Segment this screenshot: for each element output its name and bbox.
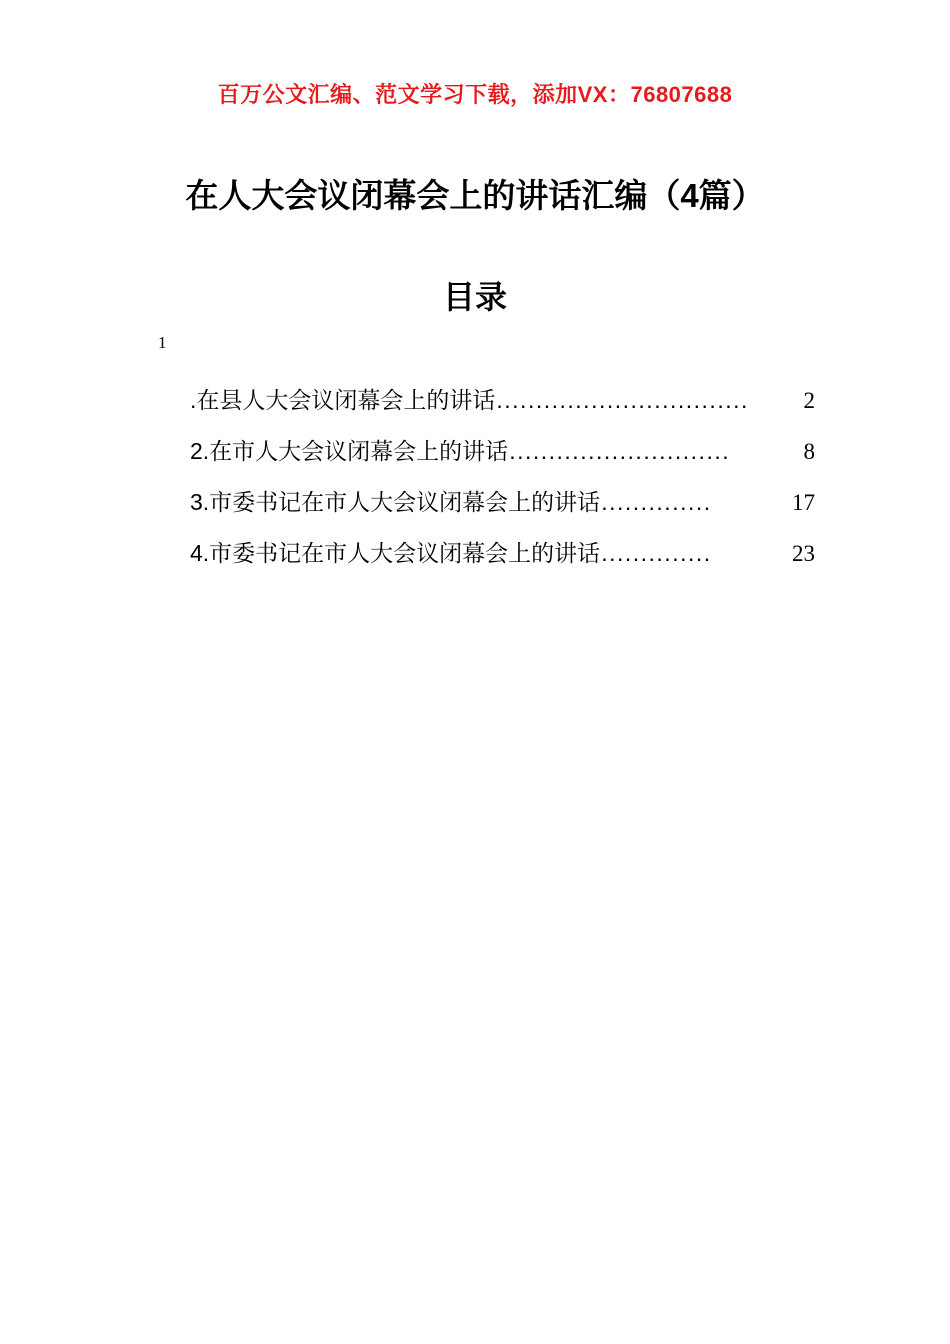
- table-of-contents-list: [190, 375, 815, 579]
- promotional-banner: 百万公文汇编、范文学习下载，添加VX：76807688: [217, 82, 733, 107]
- toc-entry-leader: ..............: [601, 489, 712, 515]
- toc-orphan-number: 1: [158, 333, 167, 352]
- toc-entry-page: 2: [803, 388, 815, 413]
- toc-entry-label: .在县人大会议闭幕会上的讲话: [190, 387, 496, 413]
- toc-entry-label: 3.市委书记在市人大会议闭幕会上的讲话: [190, 489, 601, 515]
- toc-entry[interactable]: [190, 528, 815, 579]
- toc-entry[interactable]: [190, 375, 815, 426]
- toc-entry-label: 4.市委书记在市人大会议闭幕会上的讲话: [190, 540, 601, 566]
- table-of-contents-heading: 目录: [442, 279, 507, 315]
- toc-entry[interactable]: [190, 426, 815, 477]
- toc-entry-leader: ................................: [496, 387, 749, 413]
- toc-entry-label: 2.在市人大会议闭幕会上的讲话: [190, 438, 509, 464]
- page-title: 在人大会议闭幕会上的讲话汇编（4篇）: [185, 177, 765, 214]
- toc-entry-leader: ............................: [509, 438, 731, 464]
- toc-entry[interactable]: [190, 477, 815, 528]
- toc-entry-page: 8: [803, 439, 815, 464]
- toc-entry-page: 23: [792, 541, 815, 566]
- toc-entry-page: 17: [792, 490, 815, 515]
- toc-entry-leader: ..............: [601, 540, 712, 566]
